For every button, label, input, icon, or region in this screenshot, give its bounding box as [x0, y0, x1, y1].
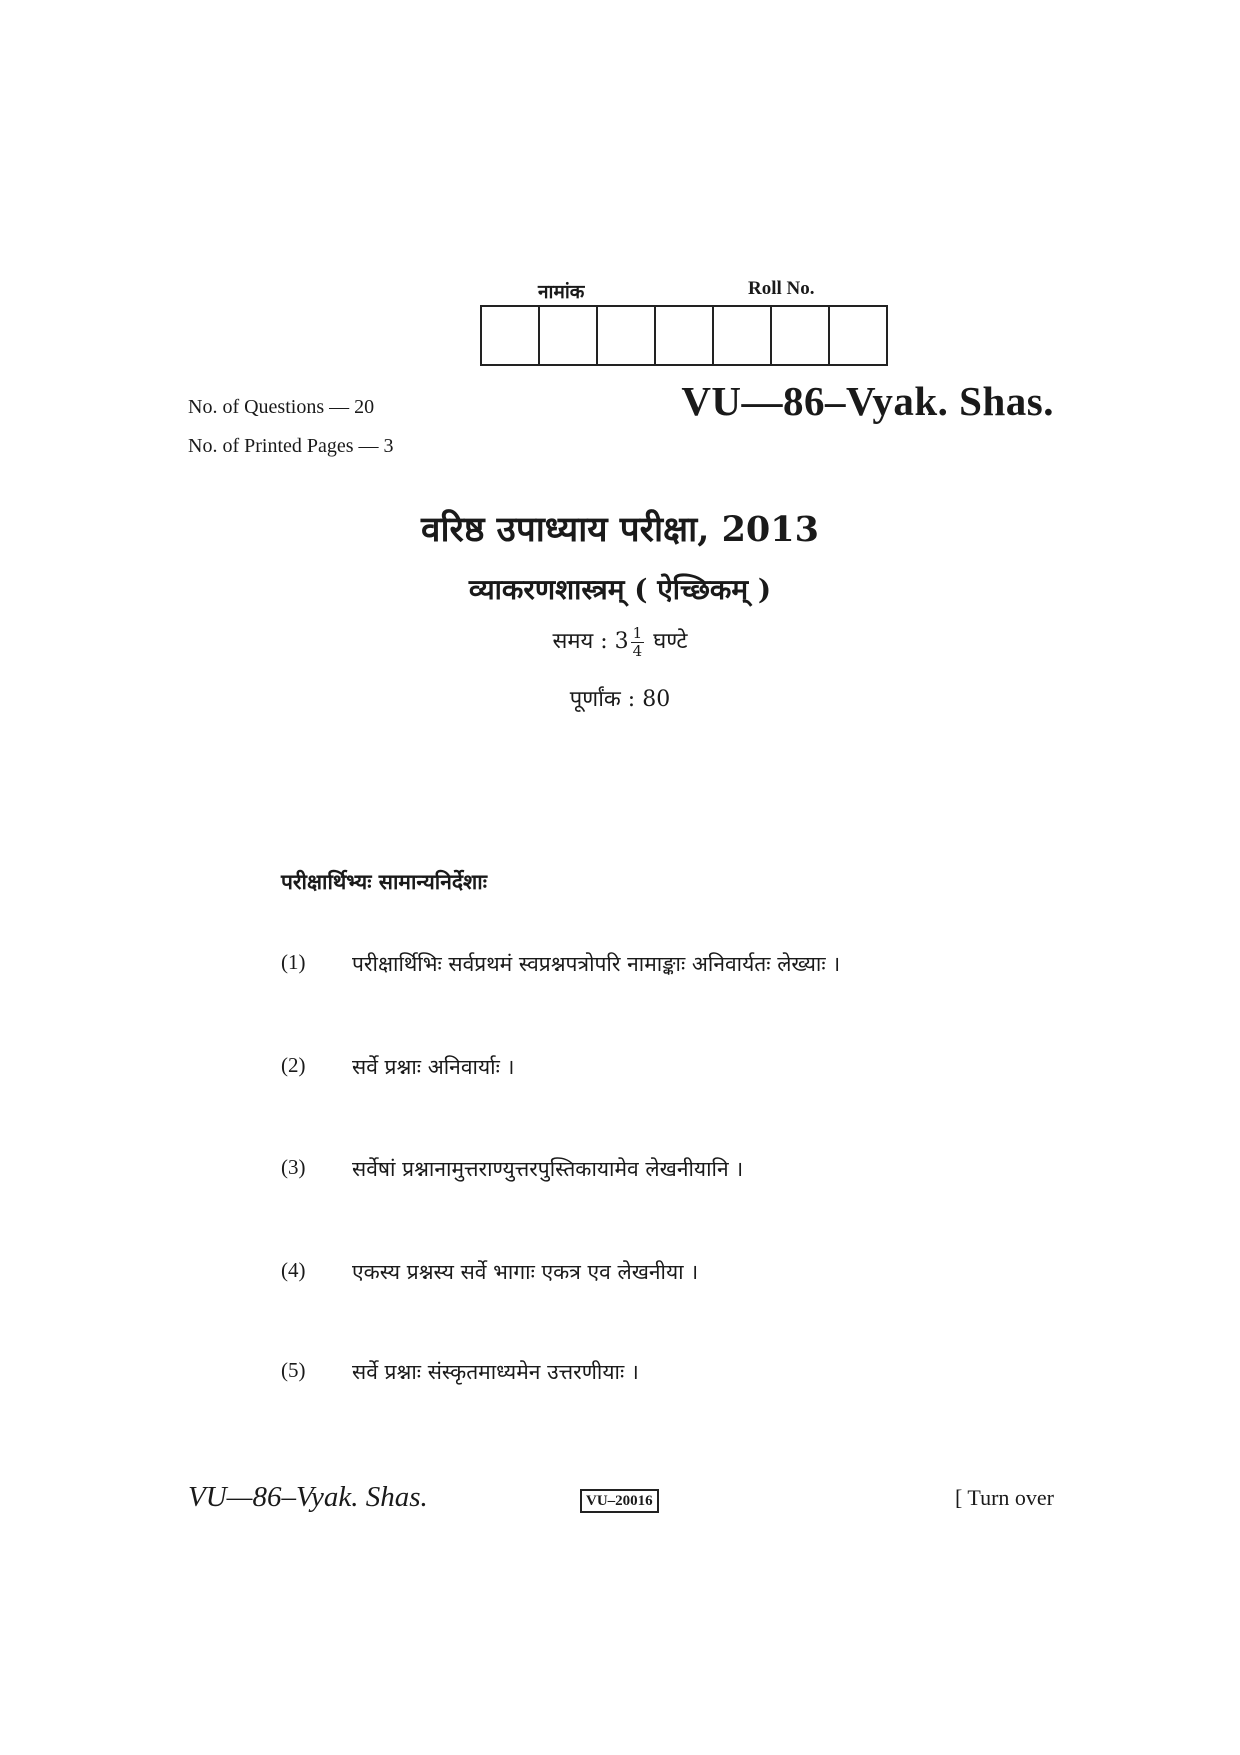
roll-number-labels [478, 278, 838, 304]
time-fraction [631, 623, 645, 660]
roll-digit-box [598, 307, 656, 364]
subject-title: व्याकरणशास्त्रम् ( ऐच्छिकम् ) [468, 573, 772, 606]
roll-label-english: Roll No. [748, 278, 815, 299]
instruction-text: सर्वे प्रश्नाः अनिवार्याः । [352, 1055, 515, 1079]
instruction-item [281, 1258, 698, 1286]
roll-digit-box [830, 307, 888, 364]
questions-count: No. of Questions — 20 [188, 396, 375, 418]
roll-number-boxes [480, 305, 888, 366]
instruction-number: (3) [281, 1155, 306, 1179]
instruction-number: (2) [281, 1053, 306, 1077]
instruction-text: सर्वे प्रश्नाः संस्कृतमाध्यमेन उत्तरणीयाः । [352, 1360, 639, 1384]
roll-digit-box [714, 307, 772, 364]
fraction-numerator: 1 [632, 623, 643, 642]
instruction-number: (1) [281, 950, 306, 974]
roll-digit-box [482, 307, 540, 364]
instruction-text: एकस्य प्रश्नस्य सर्वे भागाः एकत्र एव लेखनीया । [352, 1260, 699, 1284]
instruction-item [281, 1358, 639, 1386]
roll-digit-box [540, 307, 598, 364]
exam-title: वरिष्ठ उपाध्याय परीक्षा, 2013 [421, 509, 819, 550]
footer-paper-code: VU—86–Vyak. Shas. [188, 1481, 428, 1513]
time-unit: घण्टे [653, 629, 688, 654]
fraction-denominator: 4 [632, 641, 643, 660]
roll-digit-box [772, 307, 830, 364]
instruction-number: (5) [281, 1358, 306, 1382]
instruction-text: परीक्षार्थिभिः सर्वप्रथमं स्वप्रश्नपत्रोपरि नामाङ्काः अनिवार्यतः लेख्याः । [352, 952, 841, 976]
instruction-number: (4) [281, 1258, 306, 1282]
instruction-item [281, 1155, 743, 1183]
time-label: समय : 3 [552, 629, 629, 654]
paper-code: VU—86–Vyak. Shas. [681, 378, 1054, 424]
time-allowed [0, 625, 1240, 659]
instructions-heading: परीक्षार्थिभ्यः सामान्यनिर्देशाः [281, 869, 487, 894]
printed-pages-count: No. of Printed Pages — 3 [188, 435, 394, 457]
instruction-text: सर्वेषां प्रश्नानामुत्तराण्युत्तरपुस्तिकायामेव लेखनीयानि । [352, 1157, 744, 1181]
total-marks: पूर्णांक : 80 [569, 687, 671, 712]
instruction-item [281, 1053, 514, 1081]
roll-label-hindi: नामांक [538, 281, 585, 303]
footer-series-code: VU–20016 [580, 1489, 659, 1513]
instruction-item [281, 950, 840, 978]
roll-digit-box [656, 307, 714, 364]
turn-over-note: [ Turn over [954, 1485, 1054, 1510]
